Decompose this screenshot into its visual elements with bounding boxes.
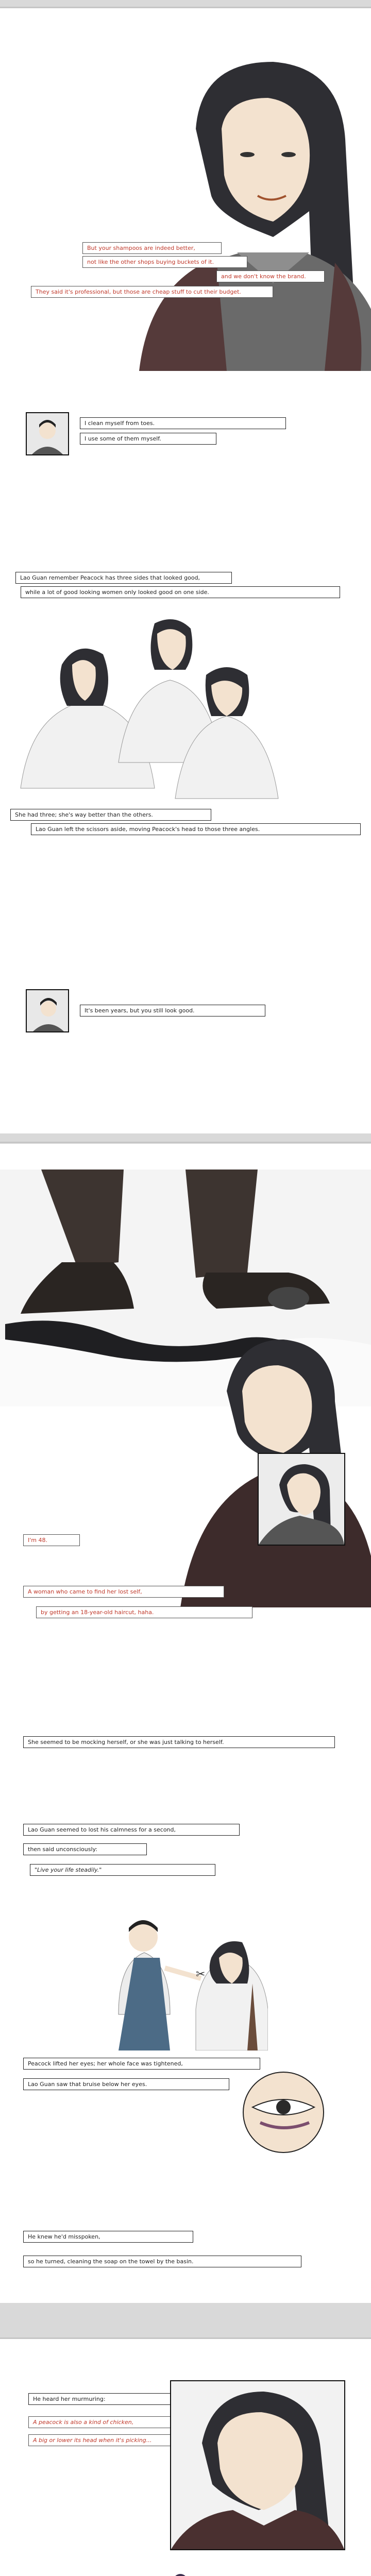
peacock-icon [31, 2555, 278, 2576]
caption-11: It's been years, but you still look good. [80, 1005, 265, 1016]
panel-man-thumb-1 [26, 412, 69, 455]
caption-12: I'm 48. [23, 1534, 80, 1546]
caption-7: Lao Guan remember Peacock has three sides that looked good, [15, 572, 232, 584]
caption-19: Peacock lifted her eyes; her whole face was tightened, [23, 2058, 260, 2070]
scissors-icon: ✂ [196, 1968, 206, 1981]
panel-woman-closeup [170, 2380, 345, 2550]
section-divider-top [0, 0, 371, 8]
caption-21: He knew he'd misspoken, [23, 2231, 193, 2243]
caption-17: then said unconsciously: [23, 1843, 147, 1855]
panel-man-thumb-2 [26, 989, 69, 1032]
panel-eye-closeup [232, 2071, 335, 2154]
caption-20: Lao Guan saw that bruise below her eyes. [23, 2078, 229, 2090]
caption-9: She had three; she's way better than the others. [10, 809, 211, 821]
caption-10: Lao Guan left the scissors aside, moving Peacock's head to those three angles. [31, 823, 361, 835]
panel-barber-cutting [98, 1880, 268, 2050]
panel-woman-portrait [119, 41, 371, 371]
section-divider-3 [0, 2303, 371, 2339]
caption-6: I use some of them myself. [80, 433, 216, 445]
man-thumbnail-illustration [27, 413, 68, 454]
caption-8: while a lot of good looking women only looked good on one side. [21, 586, 340, 598]
caption-25: A big or lower its head when it's picking... [28, 2434, 193, 2446]
caption-16: Lao Guan seemed to lost his calmness for a second, [23, 1824, 240, 1836]
caption-5: I clean myself from toes. [80, 417, 286, 429]
barber-cutting-illustration [98, 1880, 268, 2050]
man-thumbnail-illustration-2 [27, 990, 68, 1031]
caption-1: But your shampoos are indeed better, [82, 242, 222, 254]
three-angles-illustration [0, 603, 371, 819]
woman-portrait-illustration [119, 41, 371, 371]
panel-three-angles [0, 603, 371, 819]
woman-closeup-illustration [171, 2381, 344, 2549]
panel-mirror-inset [258, 1453, 345, 1546]
caption-15: She seemed to be mocking herself, or she was just talking to herself. [23, 1736, 335, 1748]
caption-4: They said it's professional, but those are cheap stuff to cut their budget. [31, 286, 273, 298]
caption-14: by getting an 18-year-old haircut, haha. [36, 1606, 252, 1618]
panel-peacock [31, 2555, 278, 2576]
caption-22: so he turned, cleaning the soap on the towel by the basin. [23, 2256, 301, 2267]
eye-closeup-illustration [232, 2071, 335, 2154]
caption-23: He heard her murmuring: [28, 2393, 173, 2405]
caption-13: A woman who came to find her lost self, [23, 1586, 224, 1598]
caption-24: A peacock is also a kind of chicken, [28, 2416, 178, 2428]
caption-18: "Live your life steadily." [30, 1864, 215, 1876]
caption-2: not like the other shops buying buckets of it. [82, 256, 247, 268]
section-divider-2 [0, 1133, 371, 1144]
caption-3: and we don't know the brand. [216, 270, 325, 282]
mirror-inset-illustration [259, 1454, 344, 1545]
